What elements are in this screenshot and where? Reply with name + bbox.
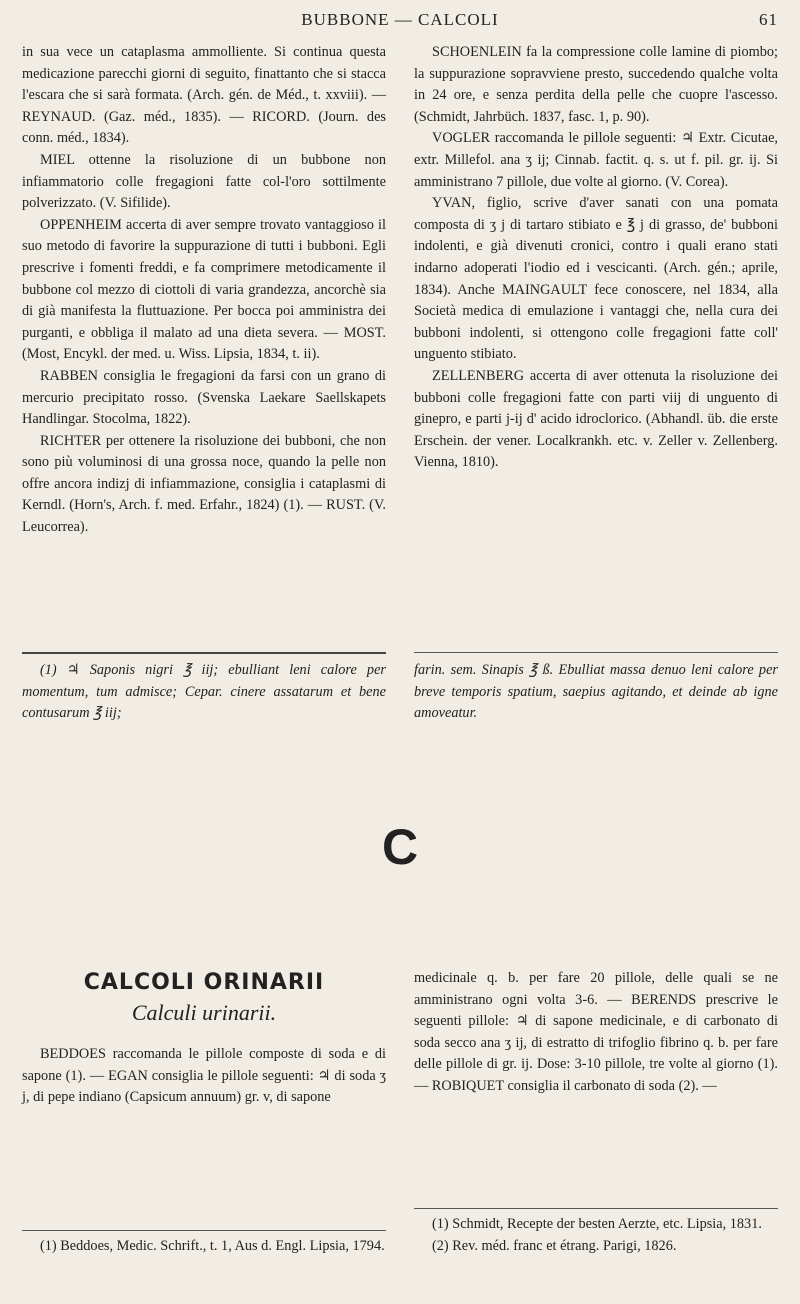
section-right-footnote-2: (2) Rev. méd. franc et étrang. Parigi, 1826. (432, 1237, 677, 1254)
right-column (414, 42, 778, 474)
section-left-column (22, 968, 386, 1109)
right-paragraph-1: SCHOENLEIN fa la compressione colle lamine di piombo; la suppurazione sopravviene presto, succedendo qualche volta in 24 ore, e senza perdita della pelle che cuopre l'ascesso. (Schmidt, Jahrbüch. 1837, fasc. 1, p. 90). (414, 44, 778, 125)
section-right-text: medicinale q. b. per fare 20 pillole, delle quali se ne amministrano ogni volta 3-6. — BERENDS prescrive le seguenti pillole: ♃ di sapone medicinale, e di carbonato di soda secco ana ʒ ij, di estratto di trifoglio fibrino q. b. per fare delle pillole di gr. ij. Dose: 3-10 pillole, tre volte al giorno (1). — ROBIQUET consiglia il carbonato di soda (2). — (414, 970, 778, 1094)
left-paragraph-2: MIEL ottenne la risoluzione di un bubbone non infiammatorio colle fregagioni fatte col-l'oro sottilmente polverizzato. (V. Sifilide). (22, 151, 386, 212)
right-footnote-rule (414, 652, 778, 653)
section-heading: CALCOLI ORINARII (83, 970, 325, 995)
right-paragraph-3: YVAN, figlio, scrive d'aver sanati con una pomata composta di ʒ j di tartaro stibiato e ℥ j di grasso, de' bubboni indolenti, e già divenuti cronici, contro i quali erano stati indarno adoperati l'iodio ed i vescicanti. (Arch. gén.; aprile, 1834). Anche MAINGAULT fece conoscere, nel 1834, alla Società medica di emulazione i vantaggi che, nella cura dei bubboni indolenti, si ottengono colle fregagioni fatte coll' unguento stibiato. (414, 195, 778, 363)
section-letter: C (381, 819, 419, 875)
section-left-text: BEDDOES raccomanda le pillole composte di soda e di sapone (1). — EGAN consiglia le pillole seguenti: ♃ di soda ʒ j, di pepe indiano (Capsicum annuum) gr. v, di sapone (22, 1046, 386, 1106)
section-right-footnote-rule (414, 1208, 778, 1209)
right-paragraph-4: ZELLENBERG accerta di aver ottenuta la risoluzione dei bubboni colle fregagioni fatte con parti viij di unguento di ginepro, e parti j-ij d' acido idroclorico. (Abhandl. üb. die erste Erschein. der vener. Localkrankh. etc. v. Zeller v. Zellenberg. Vienna, 1810). (414, 367, 778, 471)
running-title: BUBBONE — CALCOLI (301, 10, 499, 29)
section-left-footnote-rule (22, 1230, 386, 1231)
left-paragraph-4: RABBEN consiglia le fregagioni da farsi con un grano di mercurio precipitato rosso. (Svenska Laekare Saellskapets Handlingar. Stocolma, 1822). (22, 367, 386, 428)
left-footnote (22, 660, 386, 725)
left-column (22, 42, 386, 539)
left-footnote-text: (1) ♃ Saponis nigri ℥ iij; ebulliant leni calore per momentum, tum admisce; Cepar. cinere assatarum et bene contusarum ℥ iij; (22, 662, 386, 722)
right-footnote (414, 660, 778, 725)
section-left-footnote-text: (1) Beddoes, Medic. Schrift., t. 1, Aus d. Engl. Lipsia, 1794. (40, 1238, 385, 1254)
section-left-footnote (22, 1236, 386, 1258)
page-number: 61 (759, 10, 778, 29)
section-right-column (414, 968, 778, 1098)
left-paragraph-1: in sua vece un cataplasma ammolliente. Si continua questa medicazione parecchi giorni di seguito, finattanto che si stacca l'escara che si sarà formata. (Arch. gén. de Méd., t. xxviii). — REYNAUD. (Gaz. méd., 1835). — RICORD. (Journ. des conn. méd., 1834). (22, 44, 386, 147)
left-footnote-rule (22, 652, 386, 654)
right-footnote-text: farin. sem. Sinapis ℥ ß. Ebulliat massa denuo leni calore per breve temporis spatium, saepius agitando, et deinde ab igne amoveatur. (414, 662, 778, 722)
section-subheading: Calculi urinarii. (131, 1000, 277, 1025)
right-paragraph-2: VOGLER raccomanda le pillole seguenti: ♃ Extr. Cicutae, extr. Millefol. ana ʒ ij; Cinnab. factit. q. s. ut f. pil. gr. ij. Si amministrano 7 pillole, due volte al giorno. (V. Corea). (414, 130, 778, 190)
running-head (0, 10, 800, 34)
section-right-footnote (414, 1214, 778, 1257)
section-right-footnote-1: (1) Schmidt, Recepte der besten Aerzte, etc. Lipsia, 1831. (432, 1216, 762, 1232)
left-paragraph-3: OPPENHEIM accerta di aver sempre trovato vantaggioso il suo metodo di favorire la suppurazione di tutti i bubboni. Egli prescrive i fomenti freddi, e fa comprimere metodicamente il bubbone col mezzo di ciottoli di varia grandezza, ancorchè sia di già manifesta la fluttuazione. Per bocca poi amministra dei purganti, e obbliga il malato ad una dieta severa. — MOST. (Most, Encykl. der med. u. Wiss. Lipsia, 1834, t. ii). (22, 216, 386, 363)
left-paragraph-5: RICHTER per ottenere la risoluzione dei bubboni, che non sono più voluminosi di una grossa noce, quando la pelle non offre ancora indizj di infiammazione, consiglia i cataplasmi di Kerndl. (Horn's, Arch. f. med. Erfahr., 1824) (1). — RUST. (V. Leucorrea). (22, 432, 386, 536)
